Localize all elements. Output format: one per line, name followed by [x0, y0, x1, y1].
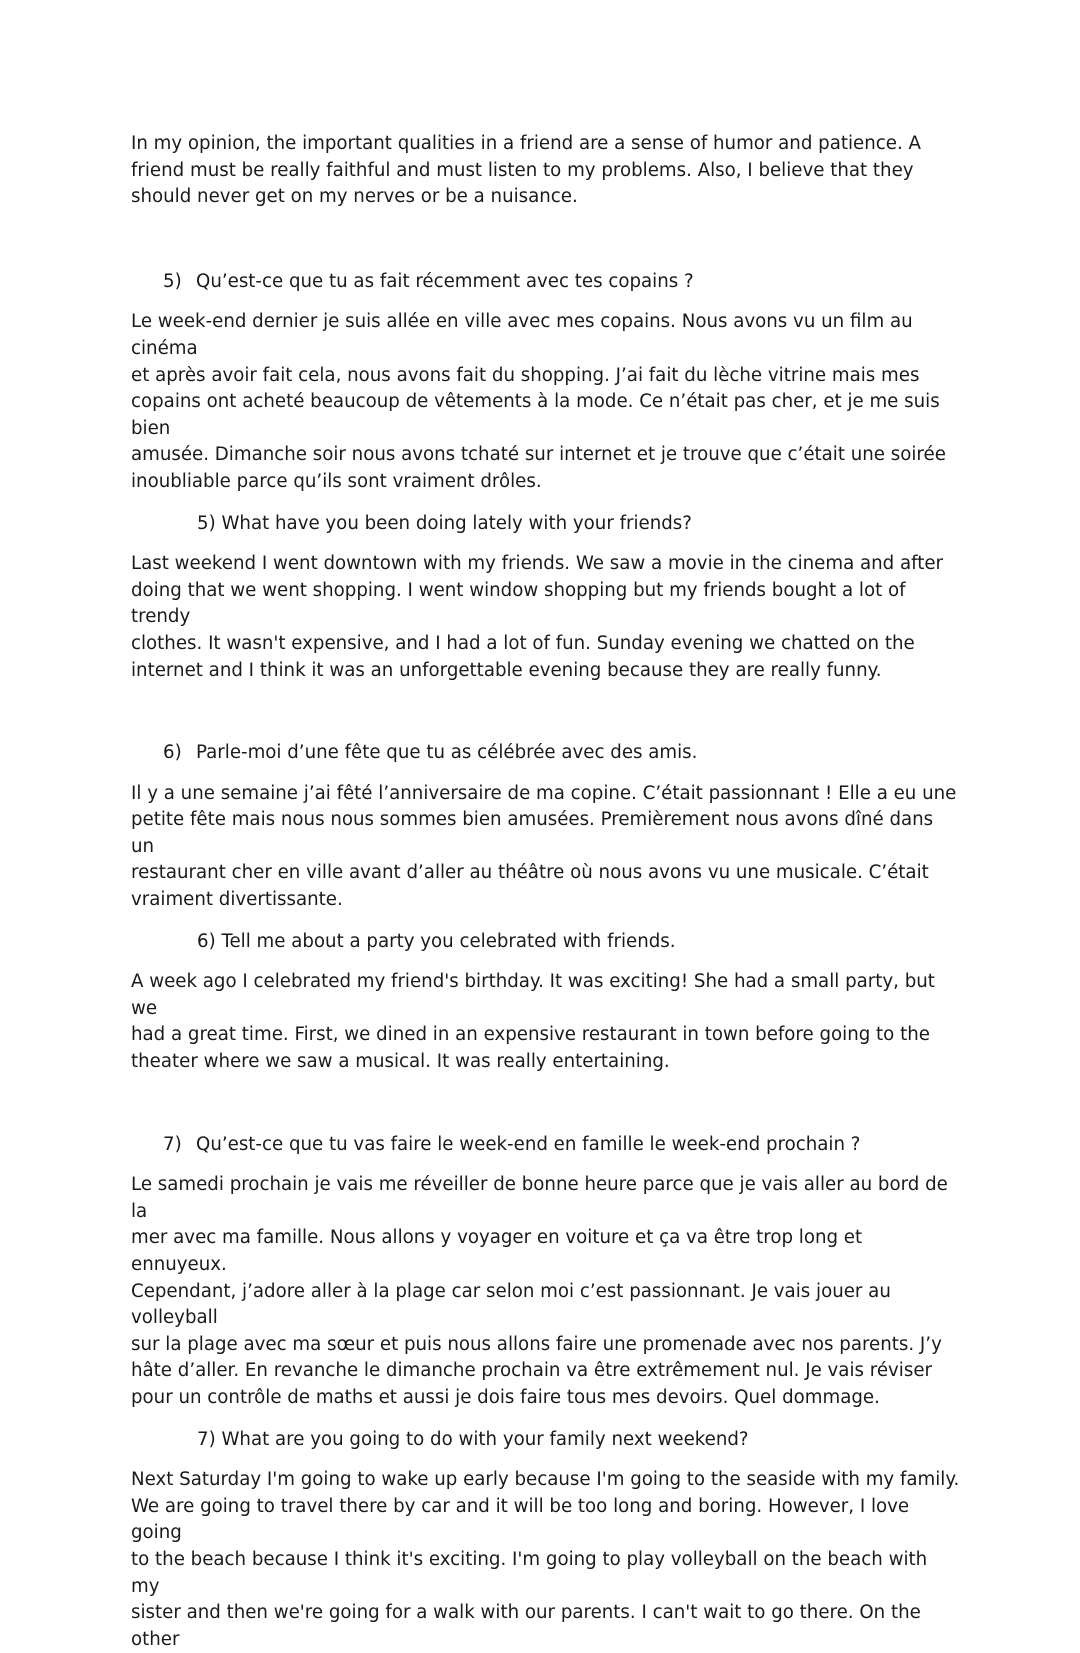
question-en-7: 7) What are you going to do with your family next weekend?: [197, 1428, 749, 1450]
answer-en-7: [131, 1467, 960, 1653]
answer-fr-5: [131, 309, 960, 495]
question-en-6: 6) Tell me about a party you celebrated with friends.: [197, 930, 676, 952]
question-en-5: 5) What have you been doing lately with your friends?: [197, 512, 692, 534]
answer-line: Le week-end dernier je suis allée en ville avec mes copains. Nous avons vu un film au cinéma: [131, 311, 913, 359]
intro-line: In my opinion, the important qualities in a friend are a sense of humor and patience. A: [131, 133, 921, 154]
answer-line: hâte d’aller. En revanche le dimanche prochain va être extrêmement nul. Je vais réviser: [131, 1360, 932, 1382]
answer-line: Il y a une semaine j’ai fêté l’anniversaire de ma copine. C’était passionnant ! Elle a eu une: [131, 782, 957, 804]
answer-line: We are going to travel there by car and it will be too long and boring. However, I love going: [131, 1495, 910, 1544]
answer-line: amusée. Dimanche soir nous avons tchaté sur internet et je trouve que c’était une soirée: [131, 444, 946, 466]
question-number: 6): [163, 742, 182, 764]
answer-line: theater where we saw a musical. It was really entertaining.: [131, 1051, 670, 1073]
answer-fr-6: [131, 781, 960, 914]
answer-line: Cependant, j’adore aller à la plage car selon moi c’est passionnant. Je vais jouer au volleyball: [131, 1280, 891, 1329]
question-text: Qu’est-ce que tu as fait récemment avec tes copains ?: [196, 270, 694, 292]
answer-line: A week ago I celebrated my friend's birthday. It was exciting! She had a small party, but we: [131, 971, 935, 1019]
answer-line: copains ont acheté beaucoup de vêtements à la mode. Ce n’était pas cher, et je me suis bien: [131, 391, 940, 439]
answer-line: et après avoir fait cela, nous avons fait du shopping. J’ai fait du lèche vitrine mais mes: [131, 364, 920, 386]
answer-en-6: [131, 969, 960, 1075]
answer-line: doing that we went shopping. I went window shopping but my friends bought a lot of trendy: [131, 579, 906, 628]
answer-line: sister and then we're going for a walk with our parents. I can't wait to go there. On the other: [131, 1602, 921, 1650]
answer-line: had a great time. First, we dined in an expensive restaurant in town before going to the: [131, 1024, 930, 1046]
intro-line: should never get on my nerves or be a nuisance.: [131, 186, 578, 208]
question-text: Parle-moi d’une fête que tu as célébrée avec des amis.: [196, 742, 698, 764]
question-number: 5): [163, 270, 182, 292]
intro-line: friend must be really faithful and must listen to my problems. Also, I believe that they: [131, 159, 914, 181]
answer-line: pour un contrôle de maths et aussi je dois faire tous mes devoirs. Quel dommage.: [131, 1386, 880, 1408]
answer-line: internet and I think it was an unforgettable evening because they are really funny.: [131, 659, 882, 681]
answer-line: vraiment divertissante.: [131, 889, 343, 911]
answer-line: Le samedi prochain je vais me réveiller de bonne heure parce que je vais aller au bord de la: [131, 1174, 948, 1222]
answer-line: to the beach because I think it's exciting. I'm going to play volleyball on the beach with my: [131, 1548, 928, 1597]
answer-line: Next Saturday I'm going to wake up early because I'm going to the seaside with my family.: [131, 1469, 960, 1491]
answer-line: petite fête mais nous nous sommes bien amusées. Premièrement nous avons dîné dans un: [131, 809, 934, 857]
question-fr-5: [131, 269, 960, 296]
answer-fr-7: [131, 1172, 960, 1411]
answer-line: restaurant cher en ville avant d’aller au théâtre où nous avons vu une musicale. C’était: [131, 862, 929, 884]
question-fr-6: [131, 740, 960, 767]
answer-line: inoubliable parce qu’ils sont vraiment drôles.: [131, 470, 542, 492]
question-number: 7): [163, 1133, 182, 1155]
question-fr-7: [131, 1132, 960, 1159]
answer-line: mer avec ma famille. Nous allons y voyager en voiture et ça va être trop long et ennuyeux.: [131, 1227, 863, 1275]
answer-line: clothes. It wasn't expensive, and I had a lot of fun. Sunday evening we chatted on the: [131, 632, 915, 654]
intro-paragraph: [131, 131, 960, 211]
answer-line: Last weekend I went downtown with my friends. We saw a movie in the cinema and after: [131, 553, 944, 575]
answer-line: sur la plage avec ma sœur et puis nous allons faire une promenade avec nos parents. J’y: [131, 1333, 942, 1355]
answer-en-5: [131, 551, 960, 684]
question-text: Qu’est-ce que tu vas faire le week-end en famille le week-end prochain ?: [196, 1133, 861, 1155]
